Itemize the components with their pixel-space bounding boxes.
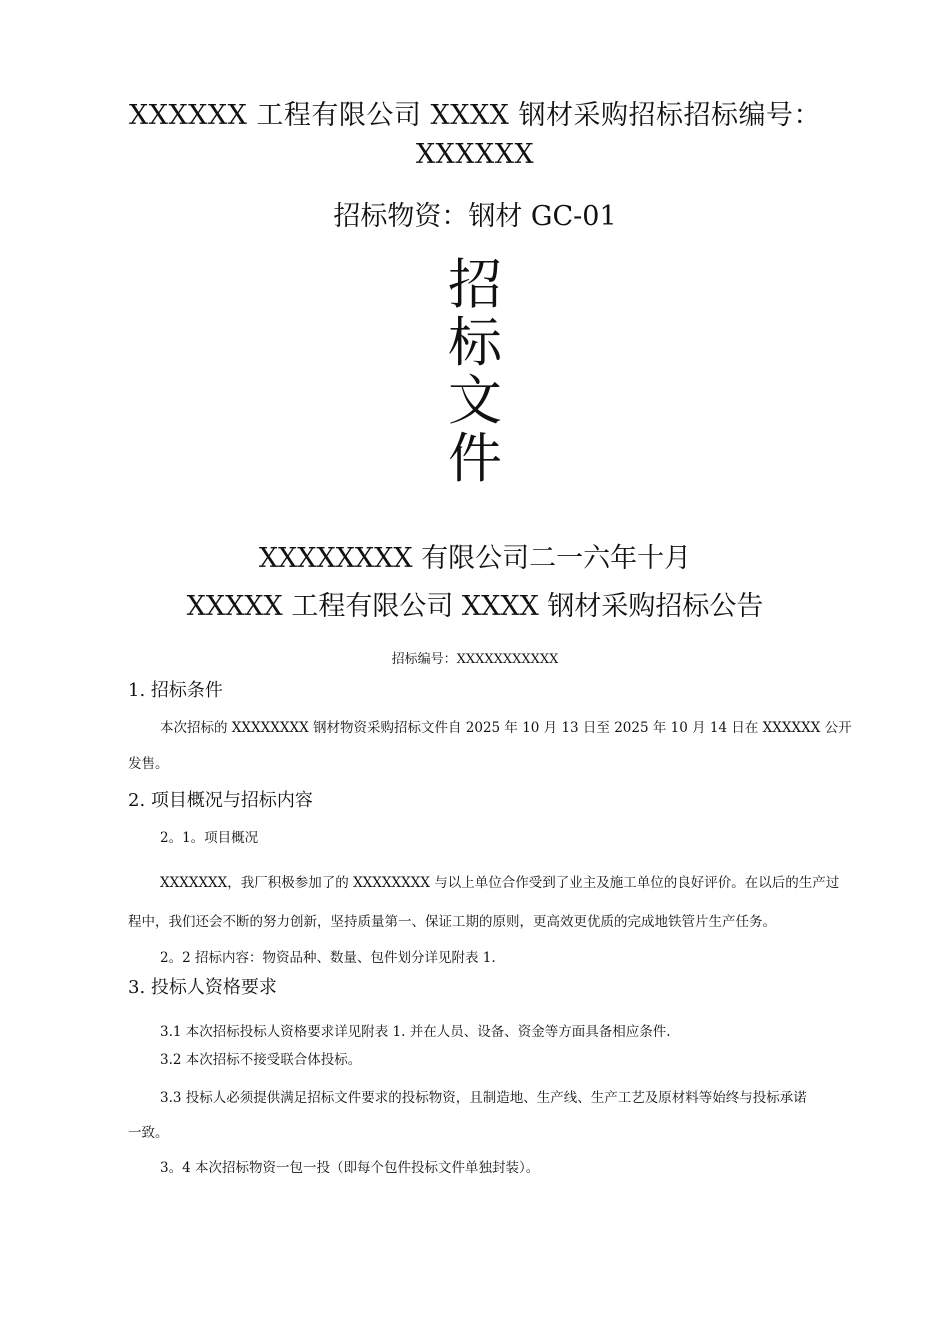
section-2-paragraph: 2。2 招标内容：物资品种、数量、包件划分详见附表 1. — [160, 950, 496, 966]
vertical-title-char-3: 文 — [448, 369, 502, 432]
section-1-paragraph: 发售。 — [128, 756, 169, 772]
section-heading-1: 1. 招标条件 — [128, 680, 223, 701]
section-2-paragraph: 程中，我们还会不断的努力创新，坚持质量第一、保证工期的原则，更高效更优质的完成地铁管片生产任务。 — [128, 914, 776, 930]
section-3-paragraph: 3.1 本次招标投标人资格要求详见附表 1. 并在人员、设备、资金等方面具备相应条件. — [160, 1024, 671, 1040]
section-3-paragraph: 3。4 本次招标物资一包一投（即每个包件投标文件单独封装）。 — [160, 1160, 540, 1176]
cover-title-line1: XXXXXX 工程有限公司 XXXX 钢材采购招标招标编号： — [129, 100, 821, 131]
notice-title: XXXXX 工程有限公司 XXXX 钢材采购招标公告 — [186, 591, 764, 622]
vertical-title-char-4: 件 — [448, 427, 502, 490]
notice-number: 招标编号：XXXXXXXXXXX — [391, 652, 559, 667]
section-3-paragraph: 一致。 — [128, 1125, 169, 1141]
section-heading-3: 3. 投标人资格要求 — [128, 977, 277, 998]
section-3-paragraph: 3.2 本次招标不接受联合体投标。 — [160, 1052, 362, 1068]
cover-issuer-date: XXXXXXXX 有限公司二一六年十月 — [258, 543, 692, 574]
subsection-heading: 2。1。项目概况 — [160, 830, 259, 846]
cover-title-line2: XXXXXX — [415, 139, 535, 170]
section-1-paragraph: 本次招标的 XXXXXXXX 钢材物资采购招标文件自 2025 年 10 月 13 日至 2025 年 10 月 14 日在 XXXXXX 公开 — [160, 720, 852, 736]
vertical-title-char-2: 标 — [448, 311, 502, 374]
section-3-paragraph: 3.3 投标人必须提供满足招标文件要求的投标物资，且制造地、生产线、生产工艺及原材料等始终与投标承诺 — [160, 1090, 807, 1106]
section-heading-2: 2. 项目概况与招标内容 — [128, 790, 313, 811]
section-2-paragraph: XXXXXXX，我厂积极参加了的 XXXXXXXX 与以上单位合作受到了业主及施工单位的良好评价。在以后的生产过 — [160, 875, 840, 891]
vertical-title-char-1: 招 — [448, 253, 502, 316]
cover-material: 招标物资：钢材 GC-01 — [333, 201, 617, 232]
